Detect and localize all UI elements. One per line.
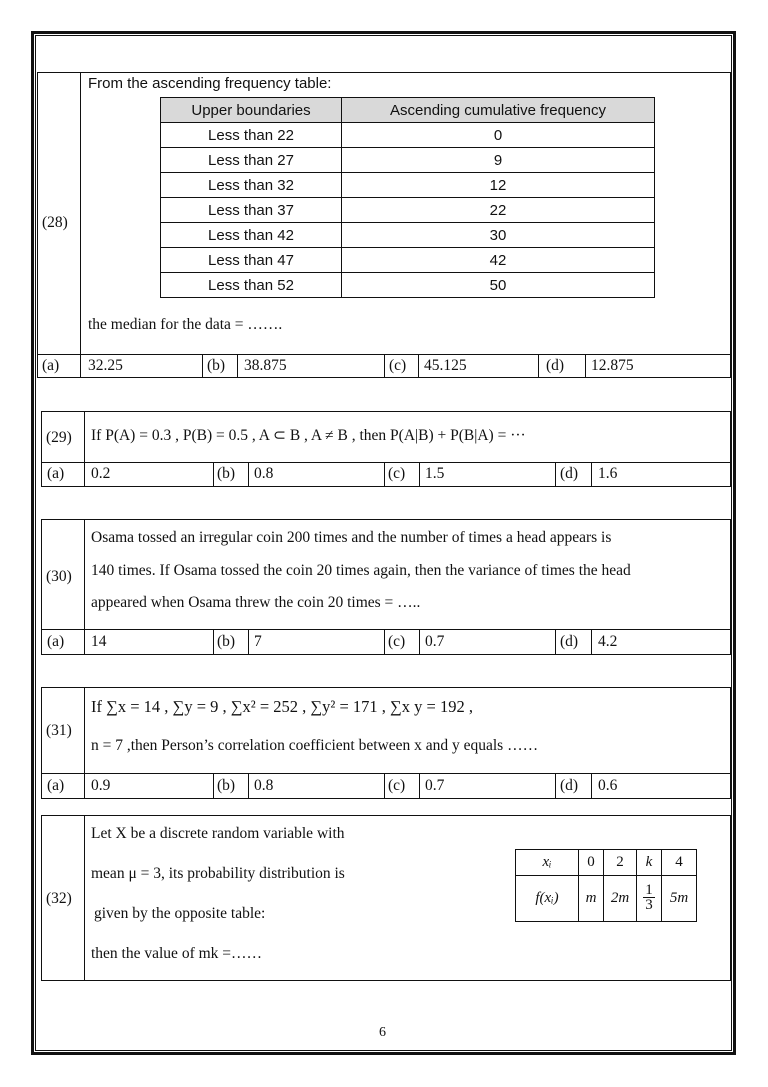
table-cell: Less than 32 (161, 173, 342, 198)
option-divider (419, 773, 420, 799)
question-text: the median for the data = ……. (88, 316, 283, 333)
option-b-label: (b) (217, 465, 236, 482)
option-divider (555, 462, 556, 487)
option-divider (248, 462, 249, 487)
q32-divider (84, 815, 85, 981)
option-d-label: (d) (546, 357, 565, 374)
option-b[interactable]: 7 (254, 633, 262, 650)
option-c[interactable]: 0.7 (425, 633, 445, 650)
table-cell: 2 (604, 850, 637, 876)
option-divider (237, 354, 238, 378)
q30-divider (84, 519, 85, 655)
question-line-2: n = 7 ,then Person’s correlation coefficient between x and y equals …… (91, 737, 539, 754)
row-header: f(xᵢ) (516, 876, 579, 922)
table-cell: m (579, 876, 604, 922)
option-a-label: (a) (47, 465, 65, 482)
option-divider (213, 629, 214, 655)
option-a[interactable]: 0.2 (91, 465, 111, 482)
option-d-label: (d) (560, 633, 579, 650)
option-d-label: (d) (560, 777, 579, 794)
option-d[interactable]: 1.6 (598, 465, 618, 482)
option-divider (384, 773, 385, 799)
question-29-box (41, 411, 731, 487)
option-divider (555, 773, 556, 799)
table-cell: 9 (342, 148, 655, 173)
probability-distribution-table (515, 849, 697, 922)
option-b[interactable]: 38.875 (244, 357, 287, 374)
option-a-label: (a) (47, 777, 65, 794)
fraction (643, 883, 655, 912)
option-divider (591, 773, 592, 799)
frequency-table (160, 97, 655, 298)
option-divider (384, 629, 385, 655)
table-cell: 50 (342, 273, 655, 298)
table-header-row (161, 98, 655, 123)
question-line-1: Osama tossed an irregular coin 200 times and the number of times a head appears is (91, 529, 612, 546)
question-line-4: then the value of mk =…… (91, 945, 263, 962)
column-header: Upper boundaries (161, 98, 342, 123)
table-row (161, 273, 655, 298)
table-cell: Less than 27 (161, 148, 342, 173)
table-row (516, 876, 697, 922)
option-divider (384, 354, 385, 378)
q29-divider (84, 411, 85, 487)
table-row (161, 223, 655, 248)
q31-divider (84, 687, 85, 799)
option-divider (418, 354, 419, 378)
option-divider (213, 773, 214, 799)
page-number: 6 (379, 1025, 386, 1040)
table-cell: 12 (342, 173, 655, 198)
question-number: (32) (46, 890, 72, 907)
question-number: (30) (46, 568, 72, 585)
option-divider (419, 629, 420, 655)
table-row (161, 248, 655, 273)
table-cell: 5m (662, 876, 697, 922)
table-cell: Less than 37 (161, 198, 342, 223)
option-a-label: (a) (47, 633, 65, 650)
option-a-label: (a) (42, 357, 60, 374)
question-line-2: 140 times. If Osama tossed the coin 20 times again, then the variance of times the head (91, 562, 631, 579)
table-cell: Less than 42 (161, 223, 342, 248)
option-c[interactable]: 0.7 (425, 777, 445, 794)
option-divider (248, 629, 249, 655)
table-cell: Less than 47 (161, 248, 342, 273)
option-divider (419, 462, 420, 487)
option-divider (213, 462, 214, 487)
option-a[interactable]: 0.9 (91, 777, 111, 794)
table-row (161, 173, 655, 198)
option-b[interactable]: 0.8 (254, 465, 274, 482)
question-line-2: mean μ = 3, its probability distribution is (91, 865, 345, 882)
option-c-label: (c) (388, 633, 406, 650)
table-cell: k (637, 850, 662, 876)
option-divider (384, 462, 385, 487)
table-cell: Less than 52 (161, 273, 342, 298)
column-header: Ascending cumulative frequency (342, 98, 655, 123)
question-line-1: If ∑x = 14 , ∑y = 9 , ∑x² = 252 , ∑y² = 171 , ∑x y = 192 , (91, 697, 473, 716)
option-b-label: (b) (207, 357, 226, 374)
table-cell: 2m (604, 876, 637, 922)
q31-options-divider (41, 773, 731, 774)
q28-divider (80, 72, 81, 355)
question-line-3: appeared when Osama threw the coin 20 times = ….. (91, 594, 421, 611)
question-text: If P(A) = 0.3 , P(B) = 0.5 , A ⊂ B , A ≠ B , then P(A|B) + P(B|A) = ··· (91, 427, 526, 444)
table-cell: 30 (342, 223, 655, 248)
row-header: xᵢ (516, 850, 579, 876)
table-cell: 4 (662, 850, 697, 876)
option-b-label: (b) (217, 633, 236, 650)
table-row (161, 198, 655, 223)
table-cell (637, 876, 662, 922)
option-d[interactable]: 12.875 (591, 357, 634, 374)
option-c-label: (c) (388, 777, 406, 794)
option-d[interactable]: 0.6 (598, 777, 618, 794)
table-cell: 0 (579, 850, 604, 876)
question-number: (28) (42, 214, 68, 231)
option-divider (80, 354, 81, 378)
option-divider (538, 354, 539, 378)
option-c[interactable]: 45.125 (424, 357, 467, 374)
option-d-label: (d) (560, 465, 579, 482)
question-number: (29) (46, 429, 72, 446)
fraction-denominator: 3 (645, 897, 653, 913)
q30-options-divider (41, 629, 731, 630)
option-c-label: (c) (389, 357, 407, 374)
question-line-1: Let X be a discrete random variable with (91, 825, 345, 842)
option-a[interactable]: 14 (91, 633, 107, 650)
option-divider (591, 462, 592, 487)
option-b-label: (b) (217, 777, 236, 794)
table-row (516, 850, 697, 876)
option-divider (591, 629, 592, 655)
table-cell: 22 (342, 198, 655, 223)
table-cell: 42 (342, 248, 655, 273)
option-b[interactable]: 0.8 (254, 777, 274, 794)
table-cell: Less than 22 (161, 123, 342, 148)
question-intro: From the ascending frequency table: (88, 75, 332, 92)
option-divider (555, 629, 556, 655)
question-number: (31) (46, 722, 72, 739)
q29-options-divider (41, 462, 731, 463)
question-line-3: given by the opposite table: (94, 905, 266, 922)
option-a[interactable]: 32.25 (88, 357, 123, 374)
option-c-label: (c) (388, 465, 406, 482)
option-d[interactable]: 4.2 (598, 633, 618, 650)
table-cell: 0 (342, 123, 655, 148)
fraction-numerator: 1 (645, 882, 653, 898)
option-c[interactable]: 1.5 (425, 465, 445, 482)
option-divider (202, 354, 203, 378)
table-row (161, 123, 655, 148)
option-divider (585, 354, 586, 378)
table-row (161, 148, 655, 173)
option-divider (248, 773, 249, 799)
